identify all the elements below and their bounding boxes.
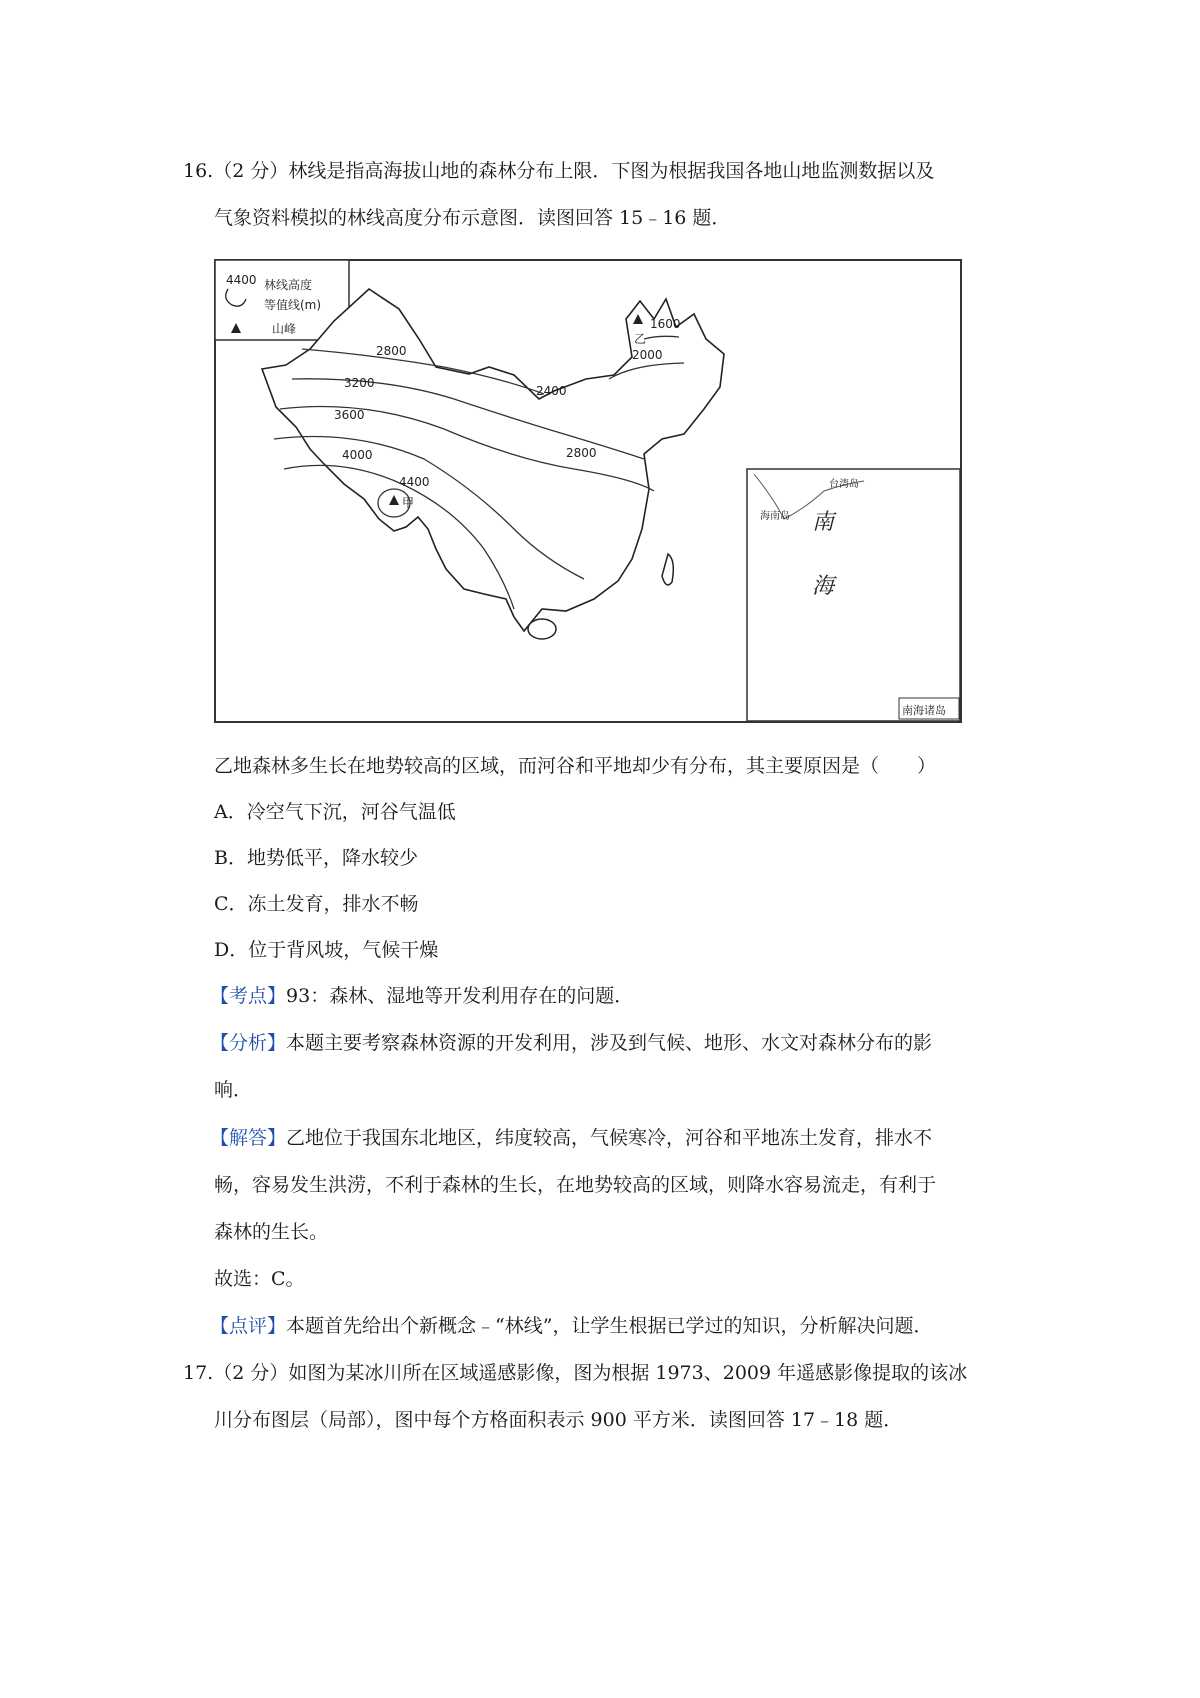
inset-hai: 海 — [812, 574, 835, 599]
contour-label-1600: 1600 — [650, 317, 681, 331]
inset-hainan: 海南岛 — [760, 511, 790, 522]
kaodian-tag: 【考点】 — [210, 985, 287, 1007]
jieda-tag: 【解答】 — [210, 1127, 287, 1149]
legend-value: 4400 — [226, 273, 257, 287]
jieda-line2: 畅，容易发生洪涝，不利于森林的生长，在地势较高的区域，则降水容易流走，有利于 — [214, 1174, 937, 1196]
inset-taiwan: 台湾岛 — [829, 479, 859, 490]
fenxi-line2: 响． — [214, 1079, 253, 1101]
contour-label-4400: 4400 — [399, 475, 430, 489]
contour-label-2000: 2000 — [632, 348, 663, 362]
kaodian-text: 93：森林、湿地等开发利用存在的问题． — [286, 985, 634, 1007]
legend-label2: 等值线(m) — [264, 298, 322, 312]
contour-label-2400: 2400 — [536, 384, 567, 398]
legend-peak-label: 山峰 — [272, 322, 297, 336]
dianping-tag: 【点评】 — [210, 1315, 287, 1337]
q16-option-a[interactable]: A．冷空气下沉，河谷气温低 — [214, 801, 456, 823]
q16-stem-line1: 16.（2 分）林线是指高海拔山地的森林分布上限．下图为根据我国各地山地监测数据以及 — [183, 160, 935, 182]
fenxi-text1: 本题主要考察森林资源的开发利用，涉及到气候、地形、水文对森林分布的影 — [286, 1032, 933, 1054]
contour-label-3600: 3600 — [334, 408, 365, 422]
inset-zhudao: 南海诸岛 — [902, 704, 946, 717]
q17-stem-line1: 17.（2 分）如图为某冰川所在区域遥感影像，图为根据 1973、2009 年遥感影像提取的该冰 — [183, 1362, 968, 1384]
treeline-map-figure — [214, 259, 963, 725]
fenxi-tag: 【分析】 — [210, 1032, 287, 1054]
treeline-map — [214, 259, 963, 725]
inset-nan: 南 — [812, 510, 835, 535]
kaodian-line — [210, 981, 633, 1011]
hainan-island — [528, 619, 556, 639]
q16-stem-line2: 气象资料模拟的林线高度分布示意图．读图回答 15﹣16 题． — [214, 207, 731, 229]
jieda-line1 — [210, 1123, 932, 1153]
inset-frame — [747, 469, 960, 721]
dianping-text: 本题首先给出个新概念﹣“林线”，让学生根据已学过的知识，分析解决问题． — [286, 1315, 933, 1337]
peak-yi-label: 乙 — [634, 332, 647, 346]
q16-option-d[interactable]: D．位于背风坡，气候干燥 — [214, 939, 439, 961]
contour-label-2800-b: 2800 — [566, 446, 597, 460]
fenxi-line1 — [210, 1028, 932, 1058]
q16-question: 乙地森林多生长在地势较高的区域，而河谷和平地却少有分布，其主要原因是（ ） — [214, 755, 937, 777]
peak-jia-label: 甲 — [402, 496, 415, 510]
q16-option-c[interactable]: C．冻土发育，排水不畅 — [214, 893, 419, 915]
contour-label-2800-a: 2800 — [376, 344, 407, 358]
contour-label-3200: 3200 — [344, 376, 375, 390]
contour-label-4000: 4000 — [342, 448, 373, 462]
answer-line: 故选：C。 — [214, 1268, 305, 1290]
jieda-line3: 森林的生长。 — [214, 1221, 329, 1243]
jieda-text1: 乙地位于我国东北地区，纬度较高，气候寒冷，河谷和平地冻土发育，排水不 — [286, 1127, 933, 1149]
dianping-line — [210, 1311, 932, 1341]
legend-label1: 林线高度 — [264, 278, 313, 292]
q17-stem-line2: 川分布图层（局部），图中每个方格面积表示 900 平方米．读图回答 17﹣18 题． — [214, 1409, 903, 1431]
q16-option-b[interactable]: B．地势低平，降水较少 — [214, 847, 418, 869]
